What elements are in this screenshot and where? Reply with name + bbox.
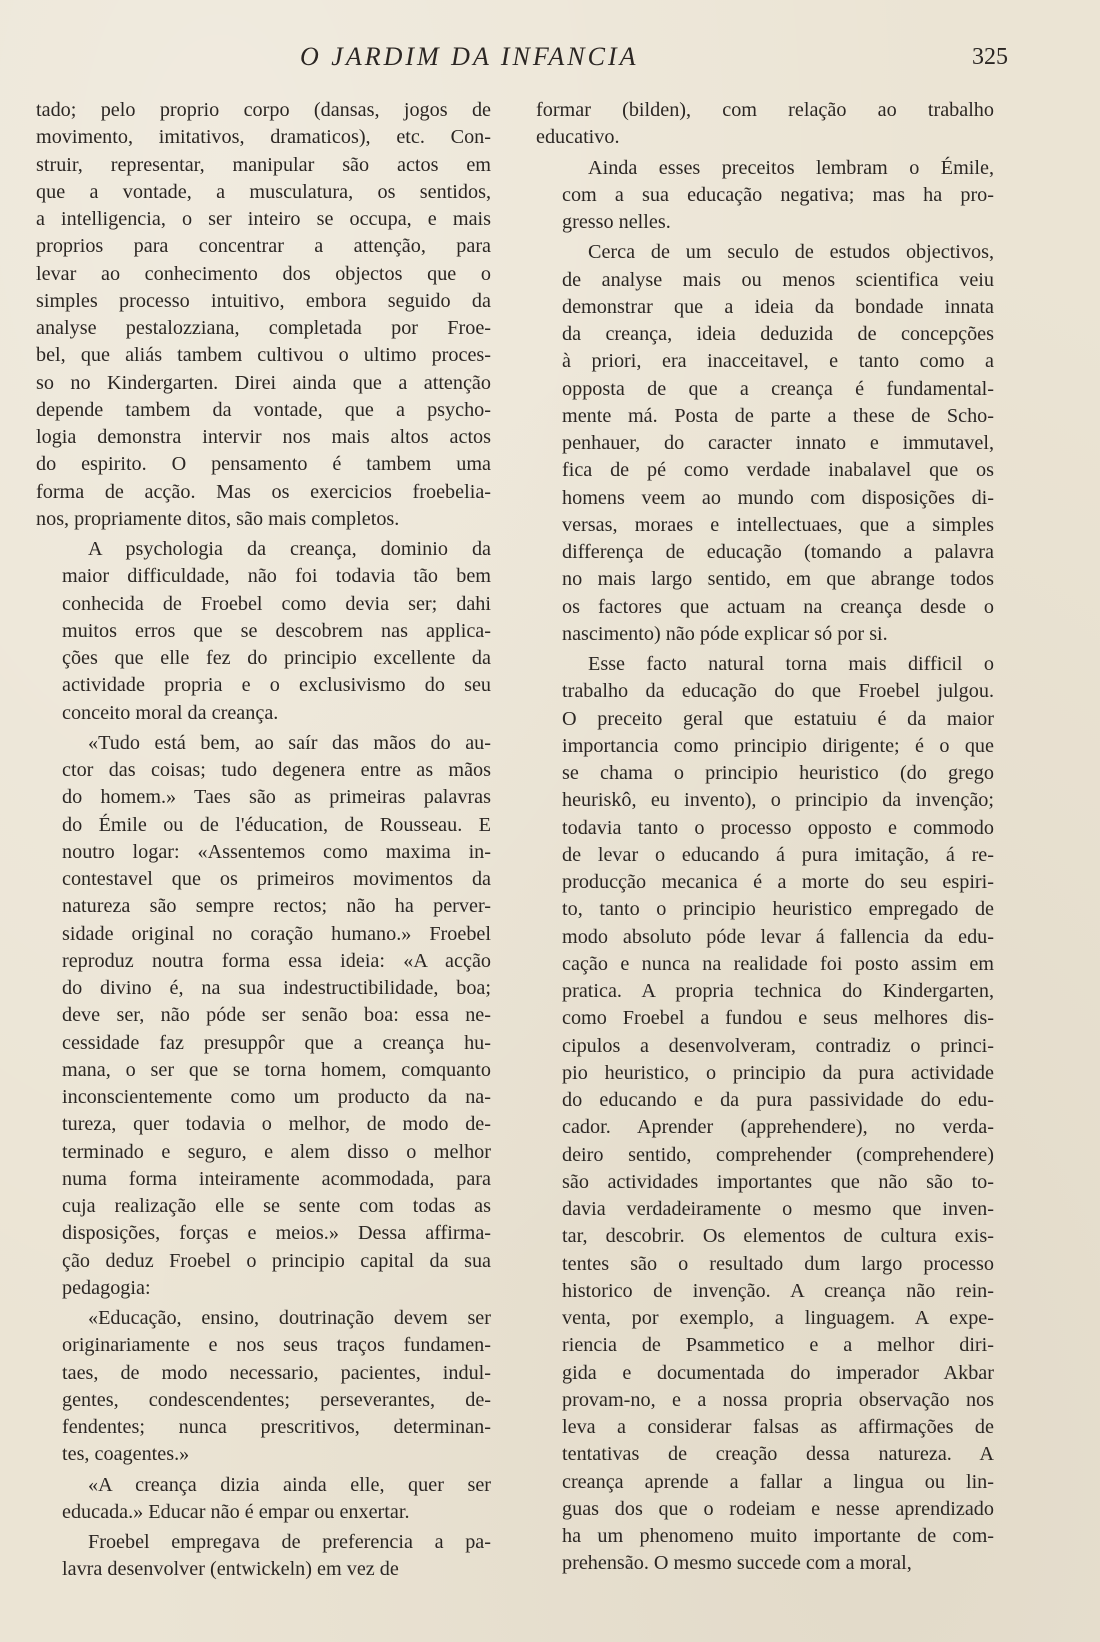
text-line: prehensão. O mesmo succede com a moral, [562, 1552, 912, 1575]
text-line: differença de educação (tomando a palavra [562, 541, 994, 563]
text-line: ções que elle fez do principio excellente da [62, 647, 491, 669]
text-line: tentes são o resultado dum largo processo [562, 1252, 994, 1275]
text-line: deve ser, não póde ser senão boa: essa ne- [62, 1004, 491, 1027]
text-line: so no Kindergarten. Direi ainda que a attenção [36, 371, 491, 394]
text-line: cador. Aprender (apprehendere), no verda- [562, 1116, 994, 1139]
text-line: importancia como principio dirigente; é o que [562, 734, 994, 757]
text-line: cessidade faz presuppôr que a creança hu- [62, 1031, 491, 1054]
text-line: levar ao conhecimento dos objectos que o [36, 262, 491, 285]
text-line: taes, de modo necessario, pacientes, indul- [62, 1361, 491, 1384]
text-line: forma de acção. Mas os exercicios froebelia- [36, 480, 491, 503]
text-line: mente má. Posta de parte a these de Scho- [562, 404, 994, 427]
text-line: heuriskô, eu invento), o principio da invenção; [562, 789, 994, 812]
paragraph [536, 651, 994, 1578]
text-line: «Tudo está bem, ao saír das mãos do au- [88, 731, 491, 754]
text-line: ha um phenomeno muito importante de com- [562, 1525, 994, 1547]
text-line: historico de invenção. A creança não rein- [562, 1279, 994, 1302]
text-line: a intelligencia, o ser inteiro se occupa, e mais [36, 208, 491, 230]
text-line: tar, descobrir. Os elementos de cultura exis- [562, 1225, 994, 1248]
text-line: creança aprende a fallar a lingua ou lin- [562, 1470, 994, 1493]
text-line: como Froebel a fundou e seus melhores dis- [562, 1007, 994, 1030]
text-line: todavia tanto o processo opposto e commodo [562, 816, 994, 839]
paragraph [36, 1529, 491, 1584]
text-line: se chama o principio heuristico (do grego [562, 762, 994, 784]
text-line: são actividades importantes que não são to- [562, 1170, 994, 1193]
paragraph [36, 1305, 491, 1469]
text-line: Ainda esses preceitos lembram o Émile, [588, 156, 994, 179]
text-line: provam-no, e a nossa propria observação nos [562, 1388, 994, 1411]
paragraph [536, 97, 994, 152]
text-line: A psychologia da creança, dominio da [88, 538, 491, 560]
text-line: producção mecanica é a morte do seu espiri- [562, 871, 994, 893]
text-line: do divino é, na sua indestructibilidade, boa; [62, 977, 491, 999]
paragraph [36, 536, 491, 727]
text-line: movimento, imitativos, dramaticos), etc. Con- [36, 126, 491, 149]
text-line: versas, moraes e intellectuaes, que a simples [562, 513, 994, 536]
text-line: natureza são sempre rectos; não ha perver- [62, 895, 491, 918]
text-line: proprios para concentrar a attenção, para [36, 235, 491, 258]
text-line: do Émile ou de l'éducation, de Rousseau. E [62, 813, 491, 836]
text-line: logia demonstra intervir nos mais altos actos [36, 426, 491, 448]
text-line: nascimento) não póde explicar só por si. [562, 622, 888, 645]
text-line: numa forma inteiramente acommodada, para [62, 1167, 491, 1190]
text-line: do espirito. O pensamento é tambem uma [36, 453, 491, 476]
running-title: O JARDIM DA INFANCIA [300, 42, 639, 71]
text-line: fica de pé como verdade inabalavel que os [562, 459, 994, 482]
text-line: de analyse mais ou menos scientifica veiu [562, 268, 994, 291]
text-line: opposta de que a creança é fundamental- [562, 377, 994, 400]
text-line: «Educação, ensino, doutrinação devem ser [88, 1307, 491, 1329]
text-line: actividade propria e o exclusivismo do seu [62, 674, 491, 697]
text-line: da creança, ideia deduzida de concepções [562, 323, 994, 345]
running-head [0, 40, 1100, 80]
text-line: contestavel que os primeiros movimentos da [62, 868, 491, 890]
paragraph [536, 155, 994, 237]
text-line: struir, representar, manipular são actos em [36, 153, 491, 176]
text-line: que a vontade, a musculatura, os sentidos, [36, 180, 491, 203]
paragraph [36, 97, 491, 533]
text-line: ctor das coisas; tudo degenera entre as mãos [62, 759, 491, 781]
text-line: muitos erros que se descobrem nas applica- [62, 619, 491, 642]
text-line: gentes, condescendentes; perseverantes, de- [62, 1388, 491, 1411]
text-line: venta, por exemplo, a linguagem. A expe- [562, 1307, 994, 1329]
text-line: analyse pestalozziana, completada por Froe- [36, 317, 491, 339]
text-line: Cerca de um seculo de estudos objectivos, [588, 241, 994, 264]
text-line: os factores que actuam na creança desde o [562, 595, 994, 618]
text-line: simples processo intuitivo, embora seguido da [36, 289, 491, 312]
text-line: gida e documentada do imperador Akbar [562, 1361, 994, 1384]
text-line: penhauer, do caracter innato e immutavel, [562, 432, 994, 454]
text-line: tes, coagentes.» [62, 1443, 190, 1466]
text-line: à priori, era inacceitavel, e tanto como a [562, 350, 994, 373]
text-line: depende tambem da vontade, que a psycho- [36, 398, 491, 421]
text-line: riencia de Psammetico e a melhor diri- [562, 1334, 994, 1357]
text-line: conhecida de Froebel como devia ser; dahi [62, 592, 491, 615]
text-line: de levar o educando á pura imitação, á re- [562, 843, 994, 866]
text-line: bel, que aliás tambem cultivou o ultimo proces- [36, 344, 491, 367]
text-line: inconscientemente como um producto da na- [62, 1086, 491, 1108]
text-line: mana, o ser que se torna homem, comquanto [62, 1058, 491, 1081]
text-line: fendentes; nunca prescritivos, determinan- [62, 1416, 491, 1438]
text-line: leva a considerar falsas as affirmações de [562, 1416, 994, 1438]
left-text-column [36, 97, 491, 1584]
text-line: nos, propriamente ditos, são mais completos. [36, 507, 400, 530]
text-line: tado; pelo proprio corpo (dansas, jogos de [36, 99, 491, 121]
text-line: conceito moral da creança. [62, 701, 279, 724]
text-line: educativo. [536, 126, 620, 149]
text-line: noutro logar: «Assentemos como maxima in- [62, 840, 491, 863]
text-line: lavra desenvolver (entwickeln) em vez de [62, 1558, 399, 1581]
text-line: cuja realização elle se sente com todas as [62, 1195, 491, 1217]
text-line: formar (bilden), com relação ao trabalho [536, 99, 994, 121]
text-line: pio heuristico, o principio da pura actividade [562, 1061, 994, 1084]
text-line: trabalho da educação do que Froebel julgou. [562, 680, 994, 703]
text-line: sidade original no coração humano.» Froebel [62, 922, 491, 945]
text-line: com a sua educação negativa; mas ha pro- [562, 183, 994, 206]
text-line: cipulos a desenvolveram, contradiz o princi- [562, 1034, 994, 1057]
text-line: Froebel empregava de preferencia a pa- [88, 1531, 491, 1553]
text-line: davia verdadeiramente o mesmo que inven- [562, 1198, 994, 1220]
text-line: demonstrar que a ideia da bondade innata [562, 295, 994, 318]
text-line: to, tanto o principio heuristico empregado de [562, 898, 994, 921]
text-line: gresso nelles. [562, 211, 671, 233]
text-line: ção deduz Froebel o principio capital da sua [62, 1249, 491, 1272]
text-line: maior difficuldade, não foi todavia tão bem [62, 565, 491, 588]
text-line: educada.» Educar não é empar ou enxertar. [62, 1500, 410, 1523]
text-line: no mais largo sentido, em que abrange todos [562, 568, 994, 591]
text-line: modo absoluto póde levar á fallencia da edu- [562, 925, 994, 948]
paragraph [36, 730, 491, 1302]
text-line: homens veem ao mundo com disposições di- [562, 486, 994, 509]
text-line: do homem.» Taes são as primeiras palavras [62, 786, 491, 809]
text-line: tureza, quer todavia o melhor, de modo de- [62, 1113, 491, 1136]
paragraph [536, 239, 994, 648]
paragraph [36, 1472, 491, 1527]
text-line: do educando e da pura passividade do edu- [562, 1089, 994, 1111]
text-line: tentativas de creação dessa natureza. A [562, 1443, 994, 1466]
right-text-column [536, 97, 994, 1578]
text-line: reproduz noutra forma essa ideia: «A acção [62, 949, 491, 972]
text-line: originariamente e nos seus traços fundamen- [62, 1334, 491, 1357]
text-line: pratica. A propria technica do Kindergarten, [562, 980, 994, 1002]
text-line: terminado e seguro, e alem disso o melhor [62, 1140, 491, 1163]
text-line: disposições, forças e meios.» Dessa affirma- [62, 1222, 491, 1245]
text-line: Esse facto natural torna mais difficil o [588, 653, 994, 675]
text-line: «A creança dizia ainda elle, quer ser [88, 1473, 491, 1496]
text-line: O preceito geral que estatuiu é da maior [562, 707, 994, 730]
text-line: deiro sentido, comprehender (comprehendere) [562, 1143, 994, 1166]
text-line: guas dos que o rodeiam e nesse aprendizado [562, 1497, 994, 1520]
page-number: 325 [972, 44, 1008, 70]
text-line: pedagogia: [62, 1276, 151, 1299]
text-line: cação e nunca na realidade foi posto assim em [562, 952, 994, 975]
